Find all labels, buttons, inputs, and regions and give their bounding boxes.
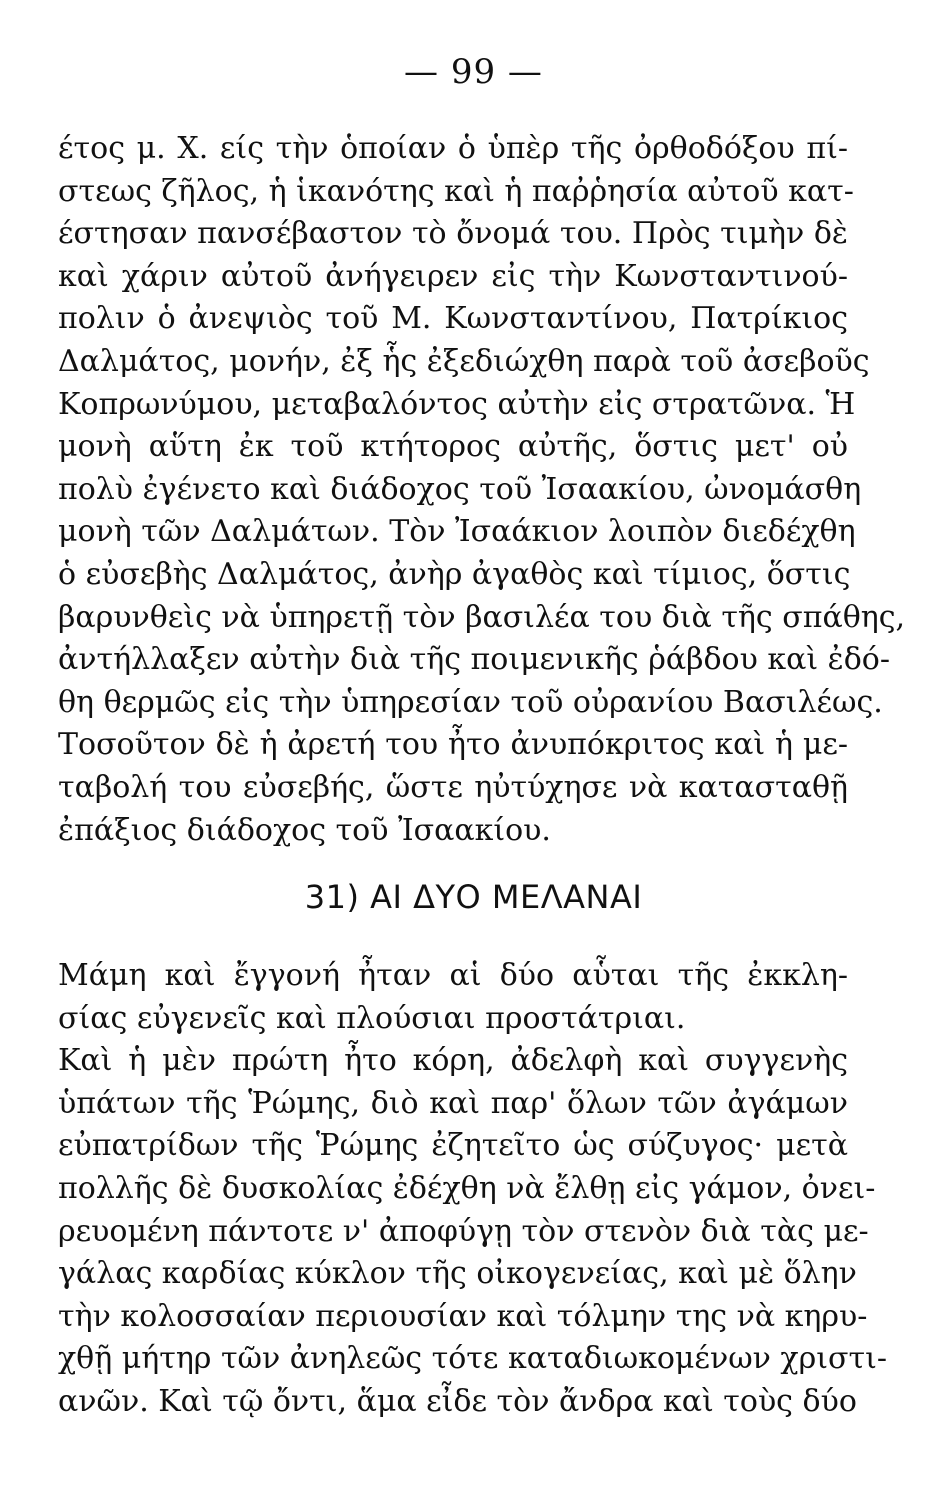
text-line: εὐπατρίδων τῆς Ῥώμης ἐζητεῖτο ὡς σύζυγος· μετὰ [58,1128,848,1164]
text-line: ανῶν. Καὶ τῷ ὄντι, ἅμα εἶδε τὸν ἄνδρα καὶ τοὺς δύο [58,1383,857,1419]
text-line: θη θερμῶς εἰς τὴν ὑπηρεσίαν τοῦ οὐρανίου Βασιλέως. [58,684,883,720]
text-line: πολὺ ἐγένετο καὶ διάδοχος τοῦ Ἰσαακίου, ὠνομάσθη [58,471,862,507]
text-line: έστησαν πανσέβαστον τὸ ὄνομά του. Πρὸς τιμὴν δὲ [58,216,848,252]
text-line: ρευομένη πάντοτε ν' ἀποφύγῃ τὸν στενὸν διὰ τὰς με- [58,1213,869,1249]
text-line: πολλῆς δὲ δυσκολίας ἐδέχθη νὰ ἔλθῃ εἰς γάμον, ὀνει- [58,1170,876,1206]
text-line: έτος μ. Χ. είς τὴν ὁποίαν ὁ ὑπὲρ τῆς ὀρθοδόξου πί- [58,131,848,166]
text-line: βαρυνθεὶς νὰ ὑπηρετῇ τὸν βασιλέα του διὰ τῆς σπάθης, [58,599,906,635]
text-line: Καὶ ἡ μὲν πρώτη ἦτο κόρη, ἀδελφὴ καὶ συγγενὴς [58,1043,848,1079]
text-line: γάλας καρδίας κύκλον τῆς οἰκογενείας, καὶ μὲ ὅλην [58,1256,857,1292]
section-heading: 31) ΑΙ ΔΥΟ ΜΕΛΑΝΑΙ [304,878,643,916]
page-number: — 99 — [404,52,543,92]
text-line: ταβολή του εὐσεβής, ὥστε ηὐτύχησε νὰ κατασταθῇ [58,769,848,805]
paragraph-continued [58,128,906,852]
text-line: σίας εὐγενεῖς καὶ πλούσιαι προστάτριαι. [58,1000,686,1036]
text-line: ἐπάξιος διάδοχος τοῦ Ἰσαακίου. [58,812,551,848]
text-line: Τοσοῦτον δὲ ἡ ἀρετή του ἦτο ἀνυπόκριτος καὶ ἡ με- [58,727,848,763]
text-line: ἀντήλλαξεν αὐτὴν διὰ τῆς ποιμενικῆς ῥάβδου καὶ ἐδό- [58,642,891,678]
text-line: ὑπάτων τῆς Ῥώμης, διὸ καὶ παρ' ὅλων τῶν ἀγάμων [58,1085,848,1121]
text-line: Κοπρωνύμου, μεταβαλόντος αὐτὴν εἰς στρατῶνα. Ἡ [58,386,856,422]
text-line: Μάμη καὶ ἔγγονή ἦταν αἱ δύο αὗται τῆς ἐκκλη- [58,958,848,993]
text-line: καὶ χάριν αὐτοῦ ἀνήγειρεν εἰς τὴν Κωνσταντινού- [58,258,848,294]
text-line: στεως ζῆλος, ἡ ἱκανότης καὶ ἡ παῤῥησία αὐτοῦ κατ- [58,173,854,209]
text-line: Δαλμάτος, μονήν, ἐξ ἧς ἐξεδιώχθη παρὰ τοῦ ἀσεβοῦς [58,343,870,379]
text-line: μονὴ αὕτη ἐκ τοῦ κτήτορος αὐτῆς, ὅστις μετ' οὐ [58,429,848,465]
paragraph-section-31 [58,955,887,1424]
text-line: χθῇ μήτηρ τῶν ἀνηλεῶς τότε καταδιωκομένων χριστι- [58,1341,887,1377]
text-line: μονὴ τῶν Δαλμάτων. Τὸν Ἰσαάκιον λοιπὸν διεδέχθη [58,514,856,550]
text-line: ὁ εὐσεβὴς Δαλμάτος, ἀνὴρ ἀγαθὸς καὶ τίμιος, ὅστις [58,556,851,592]
text-line: τὴν κολοσσαίαν περιουσίαν καὶ τόλμην της νὰ κηρυ- [58,1298,868,1334]
text-line: πολιν ὁ ἀνεψιὸς τοῦ Μ. Κωνσταντίνου, Πατρίκιος [58,301,848,337]
